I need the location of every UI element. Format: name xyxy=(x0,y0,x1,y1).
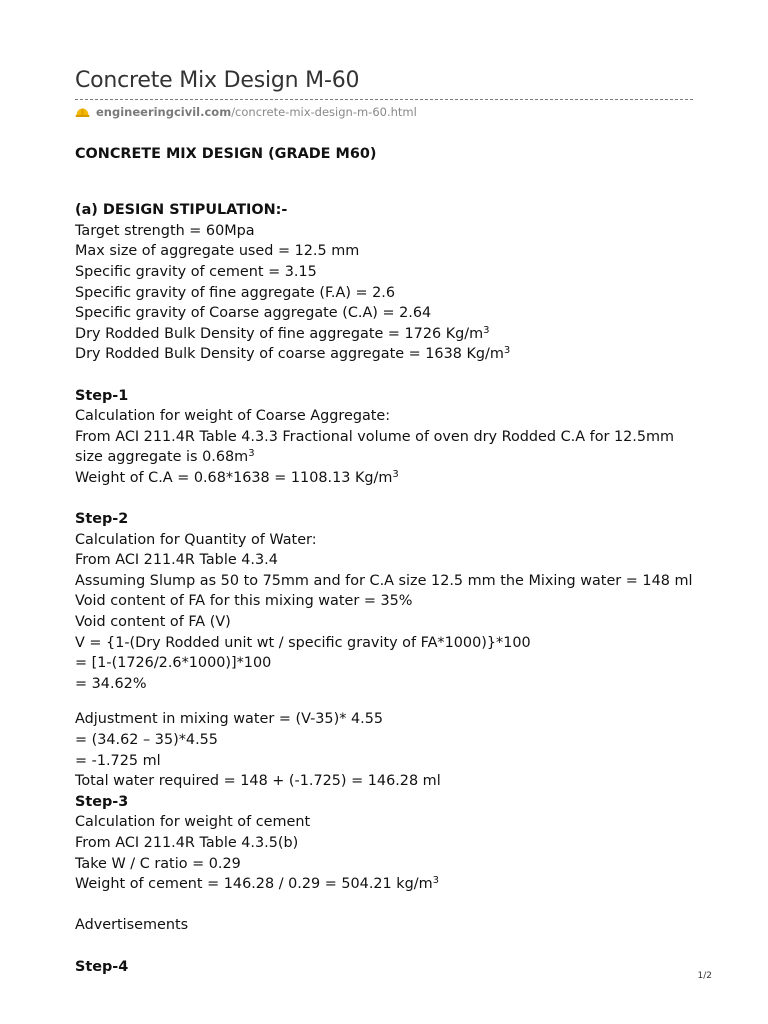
step3-heading: Step-3 xyxy=(75,793,129,810)
superscript: 3 xyxy=(248,448,255,460)
step2-line: Assuming Slump as 50 to 75mm and for C.A size 12.5 mm the Mixing water = 148 ml xyxy=(75,572,693,589)
step2-line: = 34.62% xyxy=(75,675,147,692)
stipulation-line: Specific gravity of Coarse aggregate (C.A) = 2.64 xyxy=(75,305,432,322)
source-url[interactable] xyxy=(75,105,417,119)
step2-heading: Step-2 xyxy=(75,511,129,528)
density-coarse-text: Dry Rodded Bulk Density of coarse aggregate = 1638 Kg/m xyxy=(75,346,504,363)
density-fine-text: Dry Rodded Bulk Density of fine aggregate = 1726 Kg/m xyxy=(75,325,484,342)
step2-line: Void content of FA (V) xyxy=(75,614,231,631)
step2-line: = [1-(1726/2.6*1000)]*100 xyxy=(75,655,272,672)
step3-line: From ACI 211.4R Table 4.3.5(b) xyxy=(75,835,299,851)
superscript: 3 xyxy=(483,324,490,336)
step1-heading: Step-1 xyxy=(75,387,129,404)
step2-line: From ACI 211.4R Table 4.3.4 xyxy=(75,552,278,569)
stipulation-line: Specific gravity of cement = 3.15 xyxy=(75,263,317,280)
source-domain[interactable]: engineeringcivil.com xyxy=(96,105,232,119)
step2-adjust-line: = -1.725 ml xyxy=(75,752,161,769)
step4-heading: Step-4 xyxy=(75,958,129,975)
superscript: 3 xyxy=(503,345,511,357)
page-number: 1/2 xyxy=(697,971,712,981)
advertisements-label: Advertisements xyxy=(75,917,189,934)
source-path[interactable]: /concrete-mix-design-m-60.html xyxy=(231,105,417,119)
step1-weight-text: Weight of C.A = 0.68*1638 = 1108.13 Kg/m xyxy=(75,469,393,486)
step2-adjust-line: Total water required = 148 + (-1.725) = 146.28 ml xyxy=(75,773,441,790)
step1-line xyxy=(75,427,695,468)
section-a-heading: (a) DESIGN STIPULATION:- xyxy=(75,202,288,219)
step3-weight-text: Weight of cement = 146.28 / 0.29 = 504.21 kg/m xyxy=(75,876,433,893)
step3-line: Take W / C ratio = 0.29 xyxy=(75,855,241,872)
title-divider xyxy=(75,99,693,100)
step1-line: Calculation for weight of Coarse Aggregate: xyxy=(75,408,391,425)
page-title: Concrete Mix Design M-60 xyxy=(75,68,360,93)
step2-line: Calculation for Quantity of Water: xyxy=(75,531,317,548)
stipulation-line: Specific gravity of fine aggregate (F.A) = 2.6 xyxy=(75,284,396,301)
hard-hat-icon xyxy=(75,107,90,118)
step1-line xyxy=(75,468,695,489)
stipulation-line: Max size of aggregate used = 12.5 mm xyxy=(75,243,360,260)
main-heading: CONCRETE MIX DESIGN (GRADE M60) xyxy=(75,146,377,162)
step2-adjust-line: Adjustment in mixing water = (V-35)* 4.55 xyxy=(75,711,383,728)
article-body xyxy=(75,144,695,977)
step2-adjust-line: = (34.62 – 35)*4.55 xyxy=(75,732,218,749)
stipulation-density-fine xyxy=(75,324,695,345)
superscript: 3 xyxy=(432,875,439,887)
superscript: 3 xyxy=(392,468,399,480)
stipulation-density-coarse xyxy=(75,344,695,365)
stipulation-line: Target strength = 60Mpa xyxy=(75,222,255,239)
step2-line: V = {1-(Dry Rodded unit wt / specific gravity of FA*1000)}*100 xyxy=(75,634,531,651)
step3-line: Calculation for weight of cement xyxy=(75,814,311,831)
step1-fraction-text: From ACI 211.4R Table 4.3.3 Fractional volume of oven dry Rodded C.A for 12.5mm size aggregate is 0.68m xyxy=(75,428,675,466)
step3-line xyxy=(75,874,695,895)
step2-line: Void content of FA for this mixing water = 35% xyxy=(75,593,413,610)
